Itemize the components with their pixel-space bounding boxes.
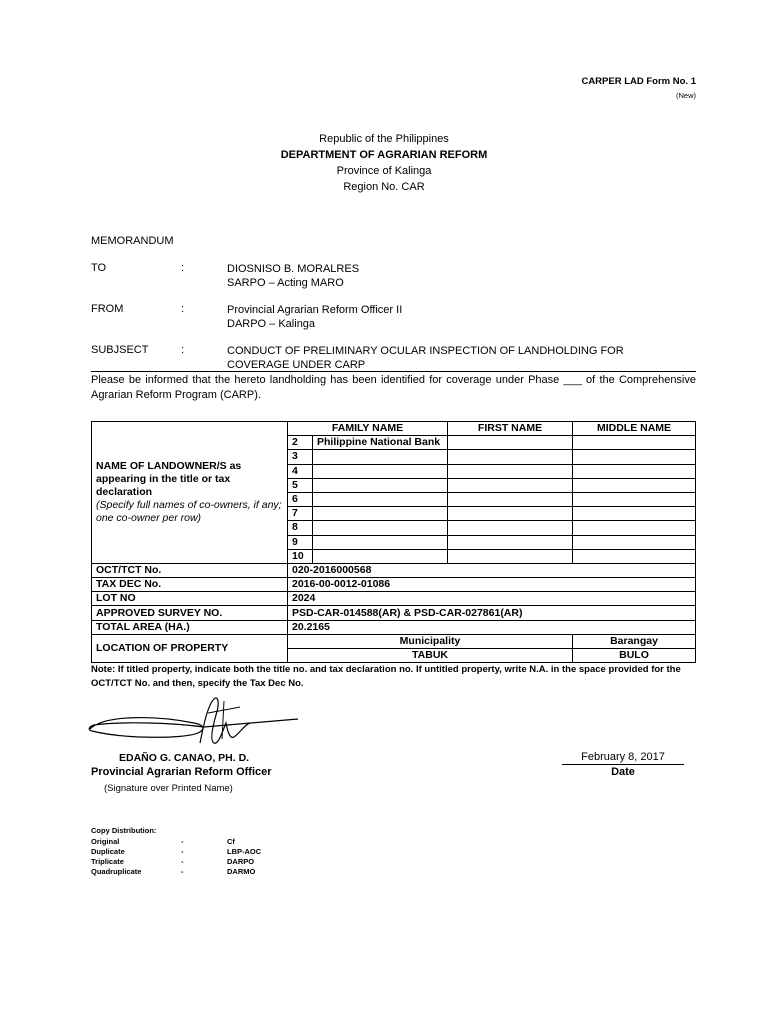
oct-value[interactable]: 020-2016000568: [288, 563, 696, 577]
taxdec-label: TAX DEC No.: [92, 578, 288, 592]
middle-name-cell[interactable]: [573, 464, 696, 478]
form-number: CARPER LAD Form No. 1: [581, 76, 696, 87]
survey-value[interactable]: PSD-CAR-014588(AR) & PSD-CAR-027861(AR): [288, 606, 696, 620]
family-name-cell[interactable]: [313, 535, 448, 549]
family-name-cell[interactable]: [313, 492, 448, 506]
first-name-cell[interactable]: [448, 549, 573, 563]
middle-name-cell[interactable]: [573, 535, 696, 549]
col-family-name: FAMILY NAME: [288, 422, 448, 436]
note-text: Note: If titled property, indicate both the title no. and tax declaration no. If untitled property, write N.A. in the space provided for the OCT/TCT No. and then, specify the Tax Dec No.: [91, 664, 681, 689]
memo-subject-value: [227, 344, 624, 372]
memo-subject-line1: CONDUCT OF PRELIMINARY OCULAR INSPECTION OF LANDHOLDING FOR: [227, 345, 624, 357]
row-number: 4: [288, 464, 313, 478]
row-number: 9: [288, 535, 313, 549]
copy-value: DARPO: [227, 857, 255, 866]
header-province: Province of Kalinga: [336, 165, 432, 177]
row-number: 6: [288, 492, 313, 506]
copy-value: LBP-AOC: [227, 847, 262, 856]
memo-subject-colon: :: [181, 344, 185, 356]
area-row: [92, 620, 696, 634]
memo-from-label: FROM: [91, 303, 124, 315]
copy-dash: -: [181, 857, 184, 866]
header-department: DEPARTMENT OF AGRARIAN REFORM: [280, 149, 488, 161]
taxdec-value[interactable]: 2016-00-0012-01086: [288, 578, 696, 592]
row-number: 7: [288, 507, 313, 521]
family-name-cell[interactable]: [313, 507, 448, 521]
area-label: TOTAL AREA (HA.): [92, 620, 288, 634]
first-name-cell[interactable]: [448, 478, 573, 492]
memo-subject-label: SUBJSECT: [91, 344, 149, 356]
middle-name-cell[interactable]: [573, 507, 696, 521]
signatory-name: EDAÑO G. CANAO, PH. D.: [119, 752, 250, 764]
barangay-value[interactable]: BULO: [573, 649, 696, 663]
taxdec-row: [92, 578, 696, 592]
row-number: 10: [288, 549, 313, 563]
middle-name-cell[interactable]: [573, 478, 696, 492]
first-name-cell[interactable]: [448, 464, 573, 478]
memo-to-value: [227, 262, 359, 290]
location-label: LOCATION OF PROPERTY: [92, 634, 288, 662]
memo-to-colon: :: [181, 262, 185, 274]
family-name-cell[interactable]: [313, 478, 448, 492]
signatory-caption: (Signature over Printed Name): [104, 783, 233, 794]
lot-value[interactable]: 2024: [288, 592, 696, 606]
col-middle-name: MIDDLE NAME: [573, 422, 696, 436]
barangay-label: Barangay: [573, 634, 696, 648]
copy-label: Triplicate: [91, 857, 124, 866]
copy-value: DARMO: [227, 867, 256, 876]
memo-to-line2: SARPO – Acting MARO: [227, 277, 344, 289]
copy-dash: -: [181, 867, 184, 876]
survey-row: [92, 606, 696, 620]
col-first-name: FIRST NAME: [448, 422, 573, 436]
header-republic: Republic of the Philippines: [319, 133, 449, 145]
form-revision: (New): [676, 91, 696, 100]
landowner-label: NAME OF LANDOWNER/S as appearing in the title or tax declaration: [96, 459, 242, 498]
landowner-instructions: (Specify full names of co-owners, if any; one co-owner per row): [96, 498, 282, 524]
row-number: 5: [288, 478, 313, 492]
lot-row: [92, 592, 696, 606]
family-name-cell[interactable]: [313, 521, 448, 535]
landholding-table: [91, 421, 696, 663]
family-name-cell[interactable]: [313, 549, 448, 563]
first-name-cell[interactable]: [448, 450, 573, 464]
middle-name-cell[interactable]: [573, 436, 696, 450]
memo-from-line1: Provincial Agrarian Reform Officer II: [227, 304, 403, 316]
memo-from-value: [227, 303, 402, 331]
copy-label: Duplicate: [91, 847, 125, 856]
first-name-cell[interactable]: [448, 535, 573, 549]
oct-label: OCT/TCT No.: [92, 563, 288, 577]
intro-paragraph: Please be informed that the hereto landholding has been identified for coverage under Phase ___ of the Comprehensive Agrarian Reform Program (CARP).: [91, 374, 696, 401]
memo-to-label: TO: [91, 262, 107, 274]
middle-name-cell[interactable]: [573, 521, 696, 535]
date-value[interactable]: February 8, 2017: [562, 751, 684, 765]
memo-divider: [91, 371, 696, 372]
memo-from-line2: DARPO – Kalinga: [227, 318, 316, 330]
location-header-row: [92, 634, 696, 648]
family-name-cell[interactable]: Philippine National Bank: [313, 436, 448, 450]
landowner-label-cell: [92, 422, 288, 564]
row-number: 3: [288, 450, 313, 464]
middle-name-cell[interactable]: [573, 549, 696, 563]
municipality-value[interactable]: TABUK: [288, 649, 573, 663]
first-name-cell[interactable]: [448, 492, 573, 506]
copy-distribution-heading: Copy Distribution:: [91, 826, 157, 835]
table-header-row: [92, 422, 696, 436]
family-name-cell[interactable]: [313, 464, 448, 478]
area-value[interactable]: 20.2165: [288, 620, 696, 634]
family-name-cell[interactable]: [313, 450, 448, 464]
copy-dash: -: [181, 847, 184, 856]
municipality-label: Municipality: [288, 634, 573, 648]
signatory-title: Provincial Agrarian Reform Officer: [91, 766, 272, 778]
copy-dash: -: [181, 837, 184, 846]
copy-value: Cf: [227, 837, 235, 846]
lot-label: LOT NO: [92, 592, 288, 606]
middle-name-cell[interactable]: [573, 450, 696, 464]
row-number: 8: [288, 521, 313, 535]
survey-label: APPROVED SURVEY NO.: [92, 606, 288, 620]
memo-from-colon: :: [181, 303, 185, 315]
date-label: Date: [611, 766, 635, 778]
signature-image: [84, 693, 304, 753]
copy-label: Quadruplicate: [91, 867, 142, 876]
first-name-cell[interactable]: [448, 521, 573, 535]
first-name-cell[interactable]: [448, 436, 573, 450]
header-region: Region No. CAR: [343, 181, 425, 193]
oct-row: [92, 563, 696, 577]
middle-name-cell[interactable]: [573, 492, 696, 506]
copy-label: Original: [91, 837, 120, 846]
first-name-cell[interactable]: [448, 507, 573, 521]
row-number: 2: [288, 436, 313, 450]
memo-to-line1: DIOSNISO B. MORALRES: [227, 263, 360, 275]
memo-title: MEMORANDUM: [91, 235, 174, 247]
memo-subject-line2: COVERAGE UNDER CARP: [227, 359, 366, 371]
